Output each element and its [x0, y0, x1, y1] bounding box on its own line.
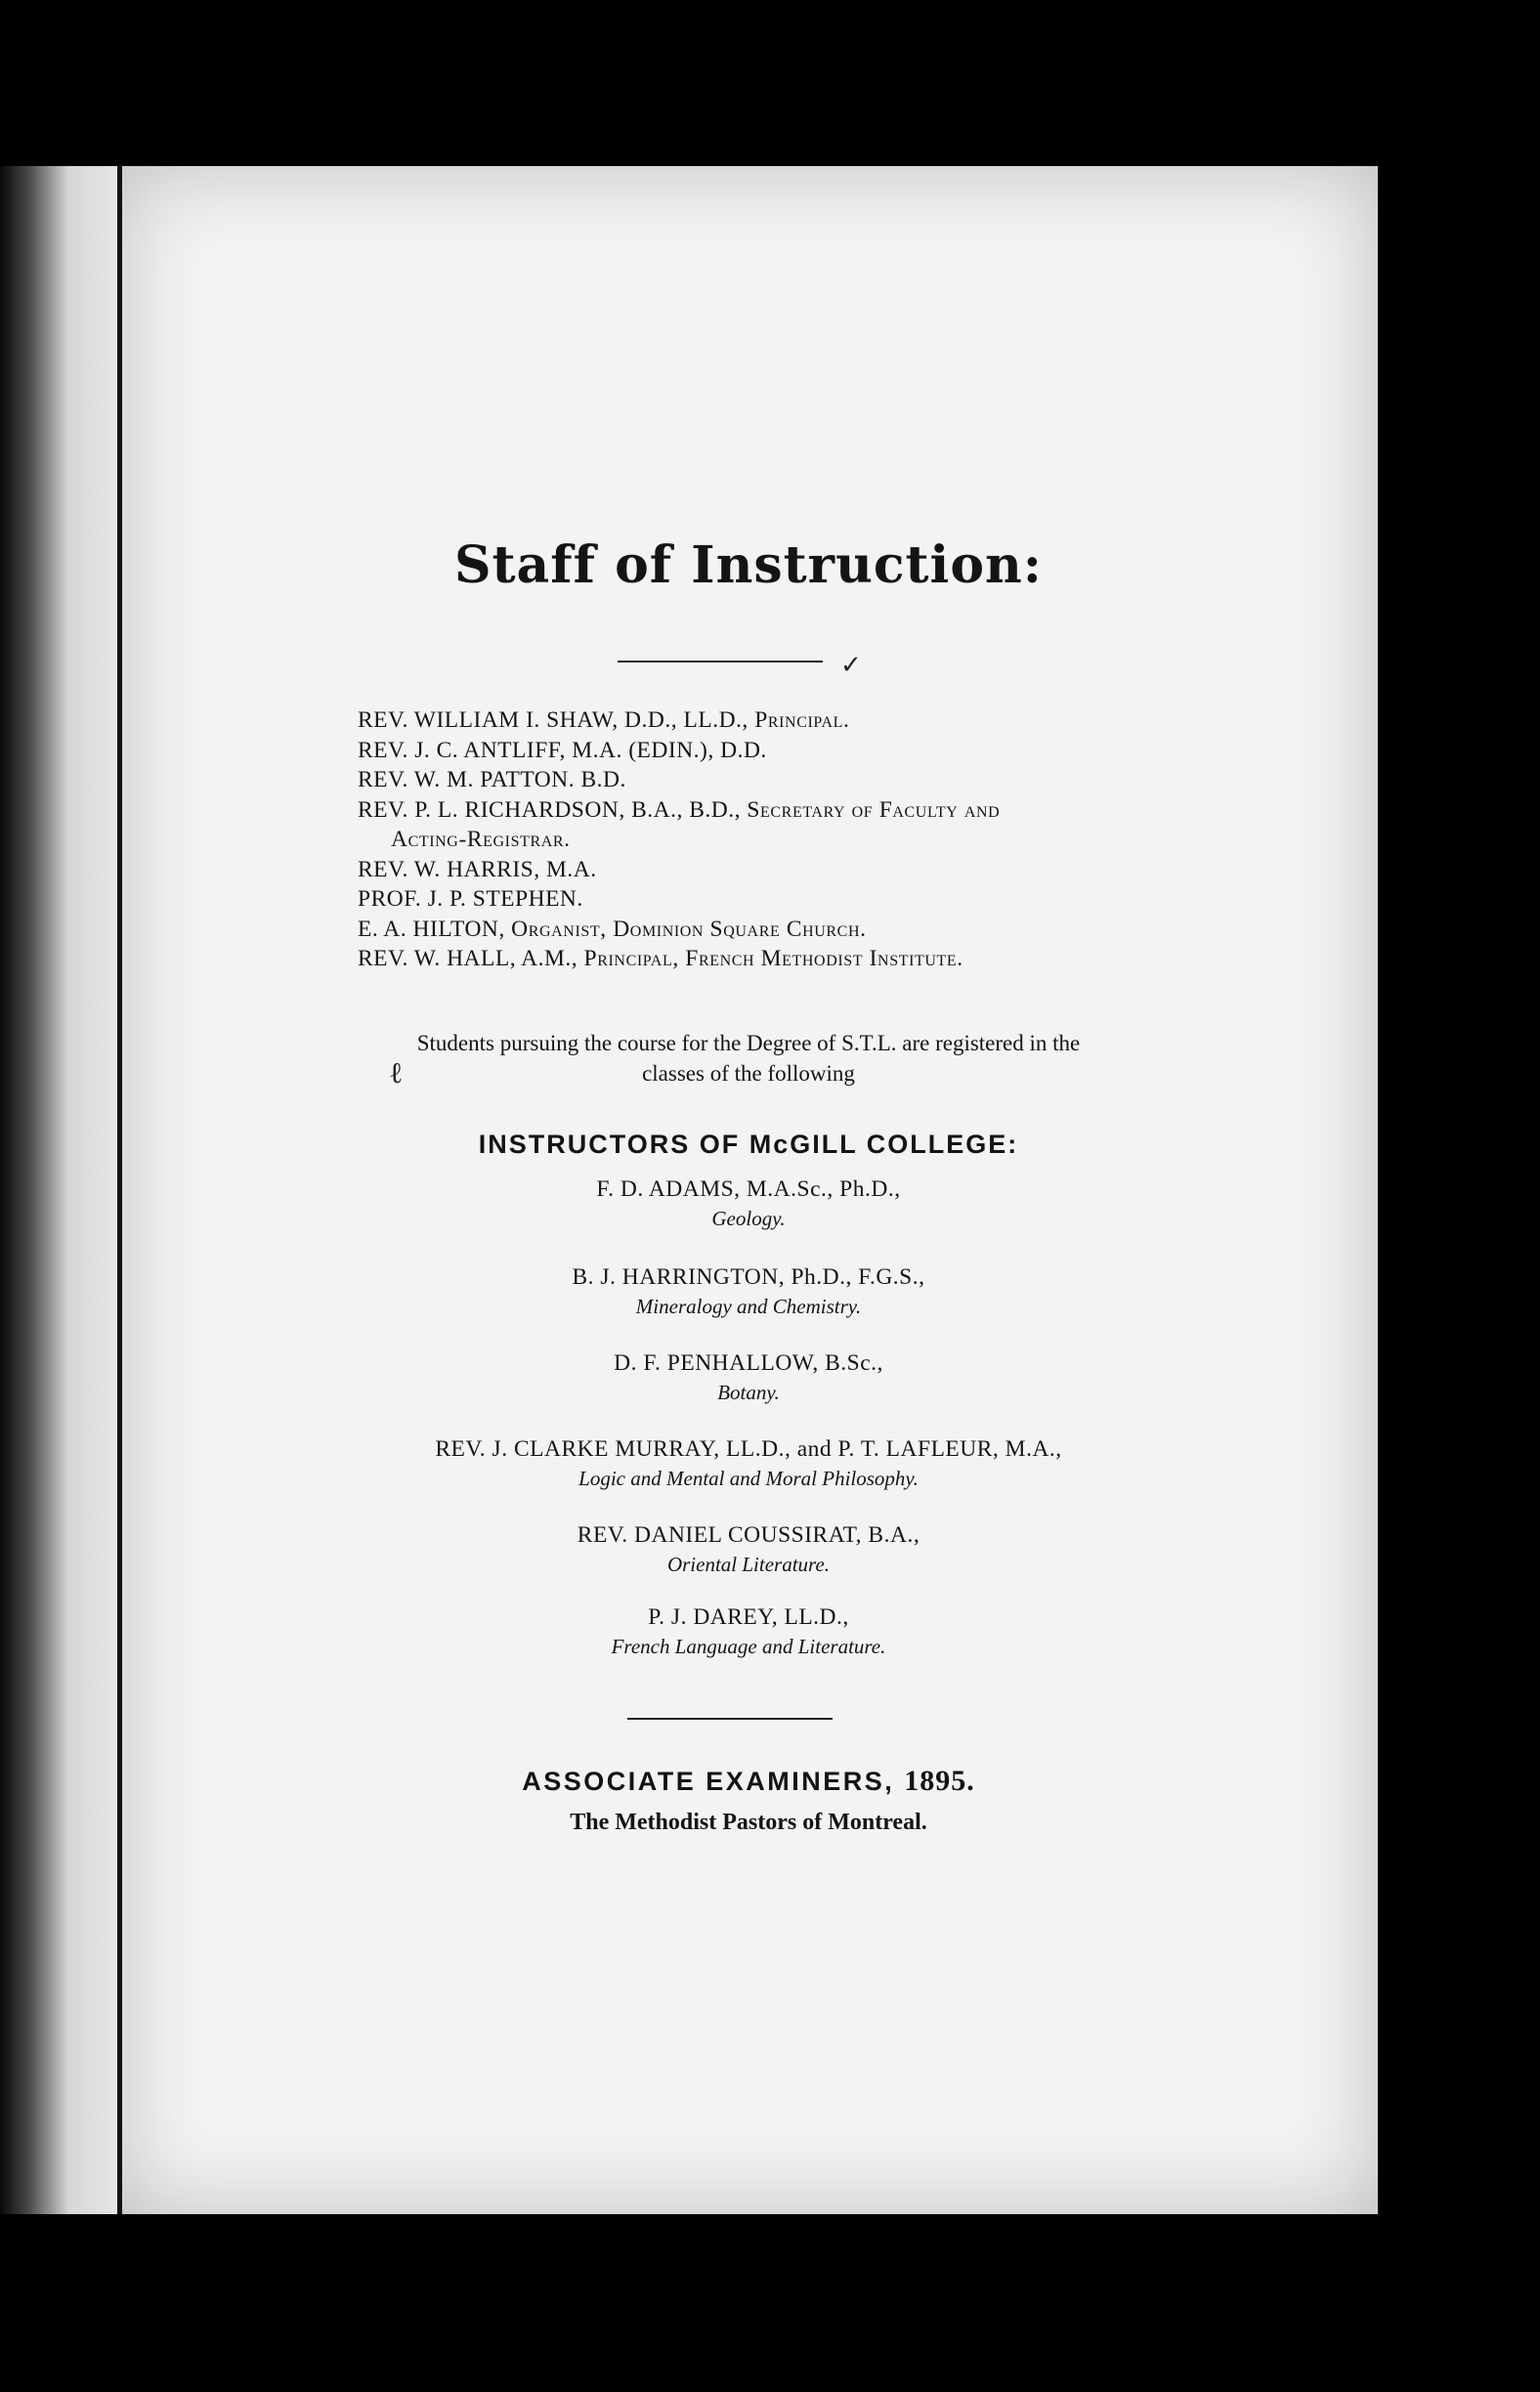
staff-list — [358, 705, 1354, 974]
instructor-entry — [119, 1348, 1378, 1407]
staff-name: REV. W. HARRIS, M.A. — [358, 856, 597, 882]
staff-role: Principal, French Methodist Institute. — [583, 946, 963, 971]
instructor-subject: Oriental Literature. — [666, 1553, 831, 1576]
examiners-year: 1895. — [904, 1765, 975, 1797]
instructor-name: P. J. DAREY, LL.D., — [648, 1604, 849, 1630]
staff-line — [358, 944, 1354, 974]
note-line: Students pursuing the course for the Degree of S.T.L. are registered in the — [416, 1031, 1081, 1055]
examiners-subtitle: The Methodist Pastors of Montreal. — [570, 1810, 927, 1835]
staff-name: REV. W. M. PATTON. B.D. — [358, 767, 626, 792]
ink-mark: ✓ — [840, 651, 862, 679]
document-page — [119, 166, 1378, 2214]
examiners-heading — [119, 1765, 1378, 1798]
note-line: classes of the following — [642, 1061, 855, 1086]
instructor-subject: Mineralogy and Chemistry. — [635, 1295, 862, 1318]
instructor-entry — [119, 1175, 1378, 1233]
ink-mark: ℓ — [389, 1057, 404, 1089]
staff-name: REV. W. HALL, A.M., — [358, 946, 578, 971]
staff-line — [358, 855, 1354, 885]
staff-name: PROF. J. P. STEPHEN. — [358, 886, 583, 912]
staff-role: Secretary of Faculty and — [747, 796, 1001, 823]
instructors-heading: INSTRUCTORS OF McGILL COLLEGE: — [478, 1130, 1019, 1159]
staff-line — [358, 705, 1354, 736]
instructor-subject: Botany. — [717, 1381, 780, 1404]
instructor-name: REV. DANIEL COUSSIRAT, B.A., — [577, 1522, 920, 1548]
page-gutter — [0, 166, 123, 2214]
registration-note — [119, 1028, 1378, 1089]
staff-role: Acting-Registrar. — [391, 827, 571, 852]
instructor-entry — [119, 1434, 1378, 1493]
instructor-subject: Logic and Mental and Moral Philosophy. — [578, 1467, 919, 1490]
page-title: Staff of Instruction: — [453, 535, 1043, 595]
instructor-entry — [119, 1602, 1378, 1661]
staff-name: REV. P. L. RICHARDSON, B.A., B.D., — [358, 796, 741, 823]
staff-line — [358, 736, 1354, 766]
instructor-entry — [119, 1520, 1378, 1579]
instructor-entry — [119, 1262, 1378, 1321]
binding-edge — [117, 166, 122, 2214]
examiners-title: ASSOCIATE EXAMINERS, — [522, 1767, 895, 1796]
staff-name: E. A. HILTON, — [358, 916, 505, 942]
instructor-name: F. D. ADAMS, M.A.Sc., Ph.D., — [596, 1176, 901, 1202]
title-divider — [618, 661, 823, 662]
staff-role: Principal. — [754, 707, 850, 733]
instructor-subject: French Language and Literature. — [611, 1635, 886, 1658]
instructor-name: D. F. PENHALLOW, B.Sc., — [614, 1350, 883, 1376]
staff-line — [358, 765, 1354, 795]
staff-name: REV. WILLIAM I. SHAW, D.D., LL.D., — [358, 707, 749, 733]
section-divider — [627, 1718, 833, 1720]
instructor-name: B. J. HARRINGTON, Ph.D., F.G.S., — [572, 1264, 925, 1290]
staff-line-continued — [358, 825, 1354, 855]
instructor-name: REV. J. CLARKE MURRAY, LL.D., and P. T. LAFLEUR, M.A., — [435, 1436, 1062, 1462]
staff-line — [358, 884, 1354, 915]
staff-line — [358, 795, 1354, 826]
instructor-subject: Geology. — [711, 1207, 786, 1230]
staff-line — [358, 915, 1354, 945]
staff-name: REV. J. C. ANTLIFF, M.A. (EDIN.), D.D. — [358, 737, 767, 763]
staff-role: Organist, Dominion Square Church. — [511, 916, 867, 942]
